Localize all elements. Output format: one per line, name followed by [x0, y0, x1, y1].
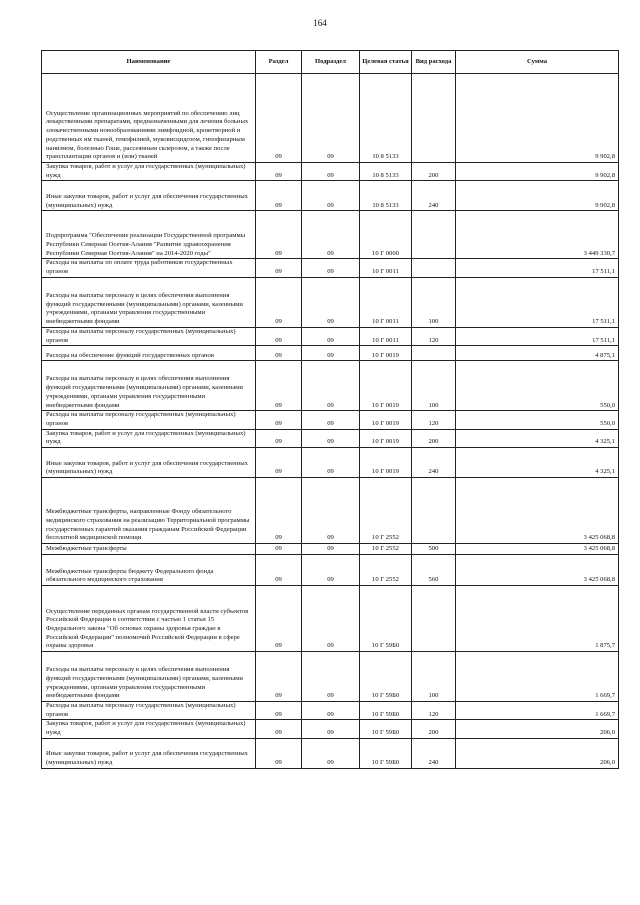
table-row	[42, 74, 619, 163]
row-sum: 9 902,8	[456, 163, 619, 181]
table-row	[42, 720, 619, 738]
row-section: 09	[256, 74, 302, 163]
header-name: Наименование	[42, 51, 256, 74]
table-row	[42, 163, 619, 181]
header-target-article: Целевая статья	[360, 51, 412, 74]
table-row	[42, 652, 619, 702]
page-number: 164	[313, 18, 327, 28]
header-subsection: Подраздел	[302, 51, 360, 74]
row-sum: 1 669,7	[456, 702, 619, 720]
row-section: 09	[256, 346, 302, 361]
row-subsection: 09	[302, 702, 360, 720]
row-section: 09	[256, 411, 302, 429]
row-section: 09	[256, 478, 302, 544]
table-row	[42, 211, 619, 259]
row-target-article: 10 Г 0019	[360, 346, 412, 361]
row-sum: 550,0	[456, 411, 619, 429]
row-subsection: 09	[302, 478, 360, 544]
row-sum: 1 669,7	[456, 652, 619, 702]
row-target-article: 10 Г 0019	[360, 448, 412, 478]
row-subsection: 09	[302, 720, 360, 738]
table-row	[42, 277, 619, 327]
row-subsection: 09	[302, 163, 360, 181]
row-subsection: 09	[302, 211, 360, 259]
row-name: Закупка товаров, работ и услуг для государственных (муниципальных) нужд	[42, 720, 256, 738]
row-sum: 550,0	[456, 361, 619, 411]
table-header-row	[42, 51, 619, 74]
row-section: 09	[256, 738, 302, 768]
row-section: 09	[256, 720, 302, 738]
row-target-article: 10 Г 0011	[360, 277, 412, 327]
row-name: Подпрограмма "Обеспечение реализации Государственной программы Республики Северная Осетия-Алания "Развитие здравоохранения Республики Северная Осетия-Алания" на 2014-2020 годы"	[42, 211, 256, 259]
row-section: 09	[256, 259, 302, 277]
row-sum: 17 511,1	[456, 277, 619, 327]
row-target-article: 10 Г 0011	[360, 259, 412, 277]
row-section: 09	[256, 327, 302, 345]
row-section: 09	[256, 429, 302, 447]
header-sum: Сумма	[456, 51, 619, 74]
row-target-article: 10 8 5133	[360, 74, 412, 163]
row-target-article: 10 Г 59Б0	[360, 738, 412, 768]
row-name: Иные закупки товаров, работ и услуг для обеспечения государственных (муниципальных) нужд	[42, 738, 256, 768]
row-expense-kind: 100	[412, 277, 456, 327]
row-expense-kind	[412, 478, 456, 544]
row-sum: 9 902,8	[456, 74, 619, 163]
row-section: 09	[256, 163, 302, 181]
row-expense-kind	[412, 586, 456, 652]
table-row	[42, 544, 619, 555]
row-sum: 3 425 068,8	[456, 555, 619, 586]
row-name: Расходы на обеспечение функций государственных органов	[42, 346, 256, 361]
row-expense-kind: 560	[412, 555, 456, 586]
row-subsection: 09	[302, 555, 360, 586]
row-subsection: 09	[302, 544, 360, 555]
row-name: Расходы на выплаты по оплате труда работников государственных органов	[42, 259, 256, 277]
row-name: Межбюджетные трансферты	[42, 544, 256, 555]
row-name: Иные закупки товаров, работ и услуг для обеспечения государственных (муниципальных) нужд	[42, 181, 256, 211]
row-sum: 3 425 068,8	[456, 544, 619, 555]
row-subsection: 09	[302, 361, 360, 411]
row-target-article: 10 Г 59Б0	[360, 702, 412, 720]
row-target-article: 10 Г 59Б0	[360, 652, 412, 702]
row-section: 09	[256, 544, 302, 555]
row-sum: 3 449 330,7	[456, 211, 619, 259]
row-name: Закупка товаров, работ и услуг для государственных (муниципальных) нужд	[42, 429, 256, 447]
row-target-article: 10 Г 2552	[360, 544, 412, 555]
row-sum: 4 325,1	[456, 429, 619, 447]
row-subsection: 09	[302, 259, 360, 277]
row-target-article: 10 8 5133	[360, 163, 412, 181]
row-subsection: 09	[302, 346, 360, 361]
row-name: Закупка товаров, работ и услуг для государственных (муниципальных) нужд	[42, 163, 256, 181]
table-row	[42, 702, 619, 720]
row-subsection: 09	[302, 738, 360, 768]
row-target-article: 10 Г 59Б0	[360, 586, 412, 652]
row-section: 09	[256, 277, 302, 327]
row-section: 09	[256, 702, 302, 720]
row-sum: 206,0	[456, 738, 619, 768]
row-name: Осуществление переданных органам государственной власти субъектов Российской Федерации в соответствии с частью 1 статьи 15 Федерального закона "Об основах охраны здоровья граждан в Российской Федерации" полномочий Российской Федерации в сфере охраны здоровья	[42, 586, 256, 652]
table-body	[42, 74, 619, 769]
table-row	[42, 361, 619, 411]
row-subsection: 09	[302, 586, 360, 652]
row-sum: 17 511,1	[456, 259, 619, 277]
header-section: Раздел	[256, 51, 302, 74]
row-name: Расходы на выплаты персоналу государственных (муниципальных) органов	[42, 411, 256, 429]
row-expense-kind	[412, 259, 456, 277]
row-target-article: 10 Г 0011	[360, 327, 412, 345]
row-target-article: 10 Г 0019	[360, 429, 412, 447]
table-row	[42, 327, 619, 345]
table-row	[42, 346, 619, 361]
row-section: 09	[256, 652, 302, 702]
row-target-article: 10 Г 2552	[360, 478, 412, 544]
row-subsection: 09	[302, 181, 360, 211]
row-name: Расходы на выплаты персоналу в целях обеспечения выполнения функций государственными (муниципальными) органами, казенными учреждениями, органами управления государственными внебюджетными фондами	[42, 652, 256, 702]
row-section: 09	[256, 448, 302, 478]
row-name: Иные закупки товаров, работ и услуг для обеспечения государственных (муниципальных) нужд	[42, 448, 256, 478]
table-row	[42, 555, 619, 586]
row-name: Расходы на выплаты персоналу в целях обеспечения выполнения функций государственными (муниципальными) органами, казенными учреждениями, органами управления государственными внебюджетными фондами	[42, 277, 256, 327]
row-section: 09	[256, 555, 302, 586]
row-expense-kind: 120	[412, 702, 456, 720]
row-expense-kind: 120	[412, 327, 456, 345]
row-expense-kind: 100	[412, 652, 456, 702]
header-expense-kind: Вид расхода	[412, 51, 456, 74]
table-row	[42, 586, 619, 652]
row-expense-kind: 200	[412, 720, 456, 738]
row-expense-kind: 200	[412, 163, 456, 181]
table-row	[42, 411, 619, 429]
row-target-article: 10 Г 0000	[360, 211, 412, 259]
row-sum: 9 902,8	[456, 181, 619, 211]
row-subsection: 09	[302, 429, 360, 447]
row-subsection: 09	[302, 327, 360, 345]
row-expense-kind: 500	[412, 544, 456, 555]
row-expense-kind	[412, 211, 456, 259]
table-row	[42, 448, 619, 478]
row-target-article: 10 Г 0019	[360, 411, 412, 429]
row-name: Расходы на выплаты персоналу государственных (муниципальных) органов	[42, 702, 256, 720]
table-row	[42, 738, 619, 768]
table-row	[42, 429, 619, 447]
row-name: Расходы на выплаты персоналу государственных (муниципальных) органов	[42, 327, 256, 345]
row-sum: 1 875,7	[456, 586, 619, 652]
table-row	[42, 478, 619, 544]
budget-table	[41, 50, 619, 769]
row-name: Межбюджетные трансферты бюджету Федерального фонда обязательного медицинского страхования	[42, 555, 256, 586]
row-target-article: 10 Г 0019	[360, 361, 412, 411]
row-section: 09	[256, 361, 302, 411]
row-subsection: 09	[302, 277, 360, 327]
row-expense-kind: 240	[412, 738, 456, 768]
row-subsection: 09	[302, 448, 360, 478]
row-subsection: 09	[302, 652, 360, 702]
row-expense-kind	[412, 74, 456, 163]
row-subsection: 09	[302, 411, 360, 429]
row-section: 09	[256, 586, 302, 652]
table-row	[42, 181, 619, 211]
row-target-article: 10 8 5133	[360, 181, 412, 211]
row-target-article: 10 Г 2552	[360, 555, 412, 586]
table-row	[42, 259, 619, 277]
row-expense-kind: 240	[412, 181, 456, 211]
row-sum: 3 425 068,8	[456, 478, 619, 544]
row-expense-kind: 240	[412, 448, 456, 478]
row-sum: 4 875,1	[456, 346, 619, 361]
row-subsection: 09	[302, 74, 360, 163]
row-name: Осуществление организационных мероприятий по обеспечению лиц лекарственными препаратами, предназначенными для лечения больных злокачественными новообразованиями лимфоидной, кроветворной и родственных им тканей, гемофилией, муковисцидозом, гипофизарным нанизмом, болезнью Гоше, рассеянным склерозом, а также после трансплантации органов и (или) тканей	[42, 74, 256, 163]
row-section: 09	[256, 181, 302, 211]
row-name: Расходы на выплаты персоналу в целях обеспечения выполнения функций государственными (муниципальными) органами, казенными учреждениями, органами управления государственными внебюджетными фондами	[42, 361, 256, 411]
row-sum: 4 325,1	[456, 448, 619, 478]
row-expense-kind: 200	[412, 429, 456, 447]
row-target-article: 10 Г 59Б0	[360, 720, 412, 738]
row-expense-kind: 100	[412, 361, 456, 411]
row-sum: 206,0	[456, 720, 619, 738]
row-section: 09	[256, 211, 302, 259]
row-name: Межбюджетные трансферты, направленные Фонду обязательного медицинского страхования на реализацию Территориальной программы государственных гарантий оказания гражданам Российской Федерации бесплатной медицинской помощи	[42, 478, 256, 544]
row-expense-kind	[412, 346, 456, 361]
row-expense-kind: 120	[412, 411, 456, 429]
row-sum: 17 511,1	[456, 327, 619, 345]
